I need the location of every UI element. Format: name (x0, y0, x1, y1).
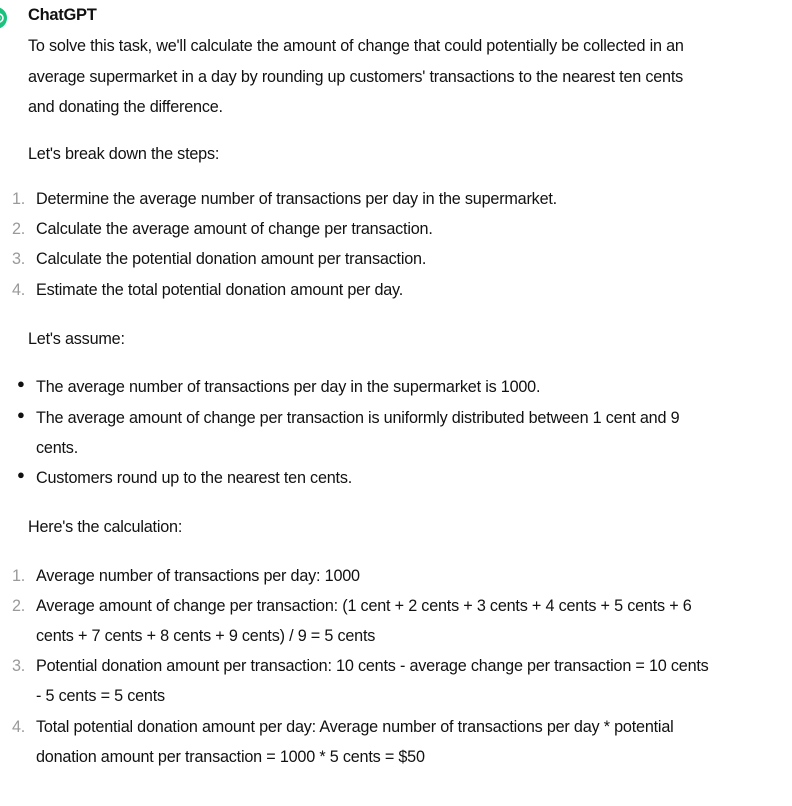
intro-paragraph (0, 31, 792, 123)
text-line: Customers round up to the nearest ten cents. (36, 468, 353, 487)
text-line: The average amount of change per transaction is uniformly distributed between 1 cent and 9 (36, 408, 680, 427)
text-line: Total potential donation amount per day: Average number of transactions per day * potential (36, 717, 674, 736)
text-line: Estimate the total potential donation amount per day. (36, 280, 404, 299)
list-item (0, 403, 792, 463)
text-line: Determine the average number of transactions per day in the supermarket. (36, 190, 557, 208)
text-line: To solve this task, we'll calculate the amount of change that could potentially be collected in an (28, 37, 684, 55)
text-line: Calculate the average amount of change per transaction. (36, 220, 433, 239)
list-number: 3. (12, 657, 26, 676)
list-item (0, 591, 792, 651)
text-line: The average number of transactions per day in the supermarket is 1000. (36, 378, 541, 397)
steps-heading: Let's break down the steps: (28, 144, 220, 163)
text-line: - 5 cents = 5 cents (36, 687, 165, 706)
list-item (0, 651, 792, 711)
list-item (0, 372, 792, 402)
list-item (0, 463, 792, 493)
text-line: Average amount of change per transaction: (1 cent + 2 cents + 3 cents + 4 cents + 5 cents + 6 (36, 596, 692, 615)
calculation-heading: Here's the calculation: (28, 518, 183, 537)
list-number: 4. (12, 717, 26, 736)
list-number: 4. (12, 280, 26, 299)
list-number: 1. (12, 190, 26, 208)
list-item (0, 214, 792, 244)
list-number: 2. (12, 220, 26, 239)
bullet-icon: ● (17, 376, 25, 392)
openai-logo-icon (0, 12, 5, 24)
bullet-icon: ● (17, 406, 25, 422)
list-item (0, 184, 792, 214)
text-line: Average number of transactions per day: 1000 (36, 566, 360, 585)
list-item (0, 712, 792, 772)
list-number: 3. (12, 250, 26, 269)
text-line: average supermarket in a day by rounding up customers' transactions to the nearest ten cents (28, 67, 684, 86)
list-item (0, 561, 792, 591)
text-line: Calculate the potential donation amount per transaction. (36, 250, 427, 269)
list-item (0, 275, 792, 305)
text-line: Potential donation amount per transaction: 10 cents - average change per transaction = 10 cents (36, 657, 709, 676)
author-name: ChatGPT (28, 6, 97, 24)
text-line: donation amount per transaction = 1000 * 5 cents = $50 (36, 747, 425, 766)
list-number: 2. (12, 596, 26, 615)
steps-list (0, 184, 792, 305)
list-number: 1. (12, 566, 26, 585)
text-line: and donating the difference. (28, 98, 223, 116)
bullet-icon: ● (17, 466, 25, 482)
text-line: cents. (36, 438, 78, 457)
assumptions-list (0, 372, 792, 493)
message-header (0, 4, 792, 30)
avatar (0, 7, 7, 29)
text-line: cents + 7 cents + 8 cents + 9 cents) / 9 = 5 cents (36, 627, 376, 646)
calculation-list (0, 561, 792, 772)
message-body (0, 31, 792, 772)
list-item (0, 244, 792, 274)
assume-heading: Let's assume: (28, 329, 125, 348)
